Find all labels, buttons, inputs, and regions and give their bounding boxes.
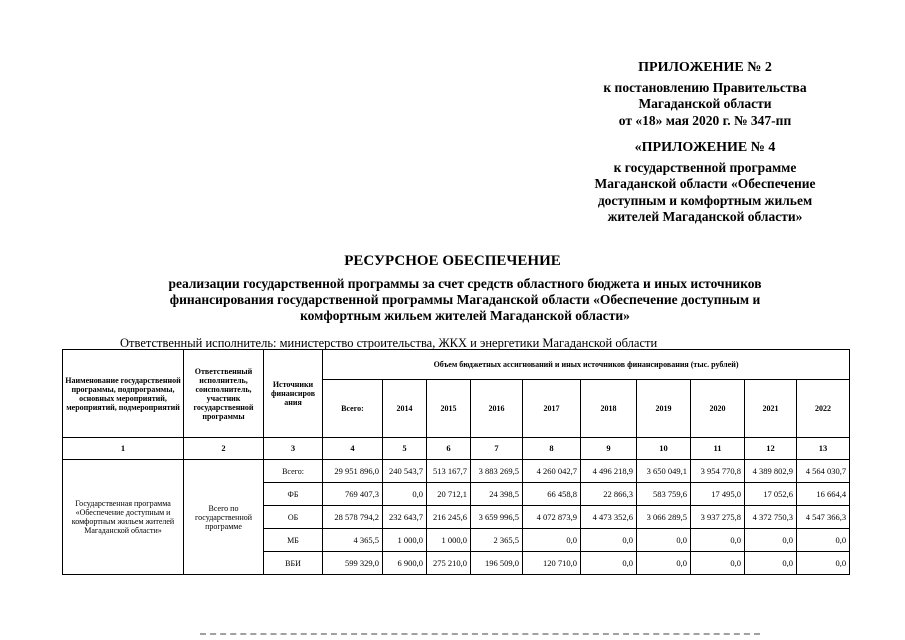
subtitle-line: финансирования государственной программы Магаданской области «Обеспечение доступным и xyxy=(169,292,761,307)
year-header: 2021 xyxy=(745,380,797,438)
value-cell: 0,0 xyxy=(691,552,745,575)
year-header: 2016 xyxy=(471,380,523,438)
year-header: Всего: xyxy=(323,380,383,438)
value-cell: 4 564 030,7 xyxy=(797,460,850,483)
value-cell: 17 495,0 xyxy=(691,483,745,506)
responsible-executor: Ответственный исполнитель: министерство строительства, ЖКХ и энергетики Магаданской области xyxy=(120,336,658,350)
col-program-name-header: Наименование государственной программы, подпрограммы, основных мероприятий, мероприятий, подмероприятий xyxy=(63,350,184,438)
value-cell: 0,0 xyxy=(637,552,691,575)
index-cell: 13 xyxy=(797,438,850,460)
value-cell: 29 951 896,0 xyxy=(323,460,383,483)
value-cell: 3 659 996,5 xyxy=(471,506,523,529)
appendix-2-title: ПРИЛОЖЕНИЕ № 2 xyxy=(638,60,772,75)
value-cell: 4 260 042,7 xyxy=(523,460,581,483)
appendix-2-line: от «18» мая 2020 г. № 347-пп xyxy=(618,112,792,128)
resource-table xyxy=(62,349,850,575)
value-cell: 20 712,1 xyxy=(427,483,471,506)
index-cell: 6 xyxy=(427,438,471,460)
appendix-2-line: к постановлению Правительства xyxy=(603,79,807,95)
source-cell: МБ xyxy=(264,529,323,552)
value-cell: 22 866,3 xyxy=(581,483,637,506)
index-cell: 1 xyxy=(63,438,184,460)
index-cell: 11 xyxy=(691,438,745,460)
index-cell: 7 xyxy=(471,438,523,460)
appendix-4-line: доступным и комфортным жильем xyxy=(597,192,813,208)
index-cell: 8 xyxy=(523,438,581,460)
value-cell: 4 372 750,3 xyxy=(745,506,797,529)
subtitle-line: реализации государственной программы за счет средств областного бюджета и иных источников xyxy=(168,276,762,291)
year-header: 2019 xyxy=(637,380,691,438)
value-cell: 4 496 218,9 xyxy=(581,460,637,483)
value-cell: 3 066 289,5 xyxy=(637,506,691,529)
value-cell: 3 937 275,8 xyxy=(691,506,745,529)
index-cell: 10 xyxy=(637,438,691,460)
value-cell: 17 052,6 xyxy=(745,483,797,506)
value-cell: 769 407,3 xyxy=(323,483,383,506)
value-cell: 3 954 770,8 xyxy=(691,460,745,483)
table-row xyxy=(63,460,850,483)
value-cell: 120 710,0 xyxy=(523,552,581,575)
col-source-header: Источники финансиров ания xyxy=(264,350,323,438)
appendix-4-line: Магаданской области «Обеспечение xyxy=(594,176,816,191)
index-cell: 9 xyxy=(581,438,637,460)
index-cell: 2 xyxy=(184,438,264,460)
value-cell: 66 458,8 xyxy=(523,483,581,506)
value-cell: 583 759,6 xyxy=(637,483,691,506)
scan-artifact-divider xyxy=(200,633,760,637)
value-cell: 4 365,5 xyxy=(323,529,383,552)
value-cell: 216 245,6 xyxy=(427,506,471,529)
value-cell: 275 210,0 xyxy=(427,552,471,575)
index-cell: 3 xyxy=(264,438,323,460)
value-cell: 513 167,7 xyxy=(427,460,471,483)
value-cell: 16 664,4 xyxy=(797,483,850,506)
value-cell: 0,0 xyxy=(745,529,797,552)
index-cell: 5 xyxy=(383,438,427,460)
document-subtitle xyxy=(120,276,810,324)
source-cell: ОБ xyxy=(264,506,323,529)
program-name-cell: Государственная программа «Обеспечение доступным и комфортным жильем жителей Магаданской области» xyxy=(63,460,184,575)
appendix-4-line: жителей Магаданской области» xyxy=(607,209,803,224)
value-cell: 4 473 352,6 xyxy=(581,506,637,529)
value-cell: 24 398,5 xyxy=(471,483,523,506)
appendix-4-line: к государственной программе xyxy=(613,159,797,175)
value-cell: 1 000,0 xyxy=(383,529,427,552)
value-cell: 6 900,0 xyxy=(383,552,427,575)
value-cell: 4 547 366,3 xyxy=(797,506,850,529)
value-cell: 0,0 xyxy=(797,529,850,552)
year-header: 2014 xyxy=(383,380,427,438)
value-cell: 240 543,7 xyxy=(383,460,427,483)
value-cell: 0,0 xyxy=(581,552,637,575)
index-cell: 12 xyxy=(745,438,797,460)
value-cell: 1 000,0 xyxy=(427,529,471,552)
value-cell: 3 650 049,1 xyxy=(637,460,691,483)
document-title: РЕСУРСНОЕ ОБЕСПЕЧЕНИЕ xyxy=(344,253,561,269)
year-header: 2020 xyxy=(691,380,745,438)
executor-cell: Всего по государственной программе xyxy=(184,460,264,575)
value-cell: 0,0 xyxy=(637,529,691,552)
year-header: 2022 xyxy=(797,380,850,438)
year-header: 2015 xyxy=(427,380,471,438)
col-executor-header: Ответственный исполнитель, соисполнитель, участник государственной программы xyxy=(184,350,264,438)
value-cell: 28 578 794,2 xyxy=(323,506,383,529)
appendix-header xyxy=(576,60,834,226)
value-cell: 0,0 xyxy=(523,529,581,552)
value-cell: 0,0 xyxy=(745,552,797,575)
funding-group-header: Объем бюджетных ассигнований и иных источников финансирования (тыс. рублей) xyxy=(323,350,850,380)
appendix-4-title: «ПРИЛОЖЕНИЕ № 4 xyxy=(634,140,776,155)
value-cell: 0,0 xyxy=(691,529,745,552)
source-cell: ВБИ xyxy=(264,552,323,575)
value-cell: 0,0 xyxy=(581,529,637,552)
source-cell: Всего: xyxy=(264,460,323,483)
value-cell: 0,0 xyxy=(383,483,427,506)
year-header: 2018 xyxy=(581,380,637,438)
index-cell: 4 xyxy=(323,438,383,460)
value-cell: 0,0 xyxy=(797,552,850,575)
appendix-2-line: Магаданской области xyxy=(638,96,772,111)
subtitle-line: комфортным жильем жителей Магаданской области» xyxy=(300,308,630,323)
year-header: 2017 xyxy=(523,380,581,438)
value-cell: 232 643,7 xyxy=(383,506,427,529)
value-cell: 4 389 802,9 xyxy=(745,460,797,483)
value-cell: 2 365,5 xyxy=(471,529,523,552)
value-cell: 4 072 873,9 xyxy=(523,506,581,529)
value-cell: 196 509,0 xyxy=(471,552,523,575)
value-cell: 599 329,0 xyxy=(323,552,383,575)
source-cell: ФБ xyxy=(264,483,323,506)
value-cell: 3 883 269,5 xyxy=(471,460,523,483)
